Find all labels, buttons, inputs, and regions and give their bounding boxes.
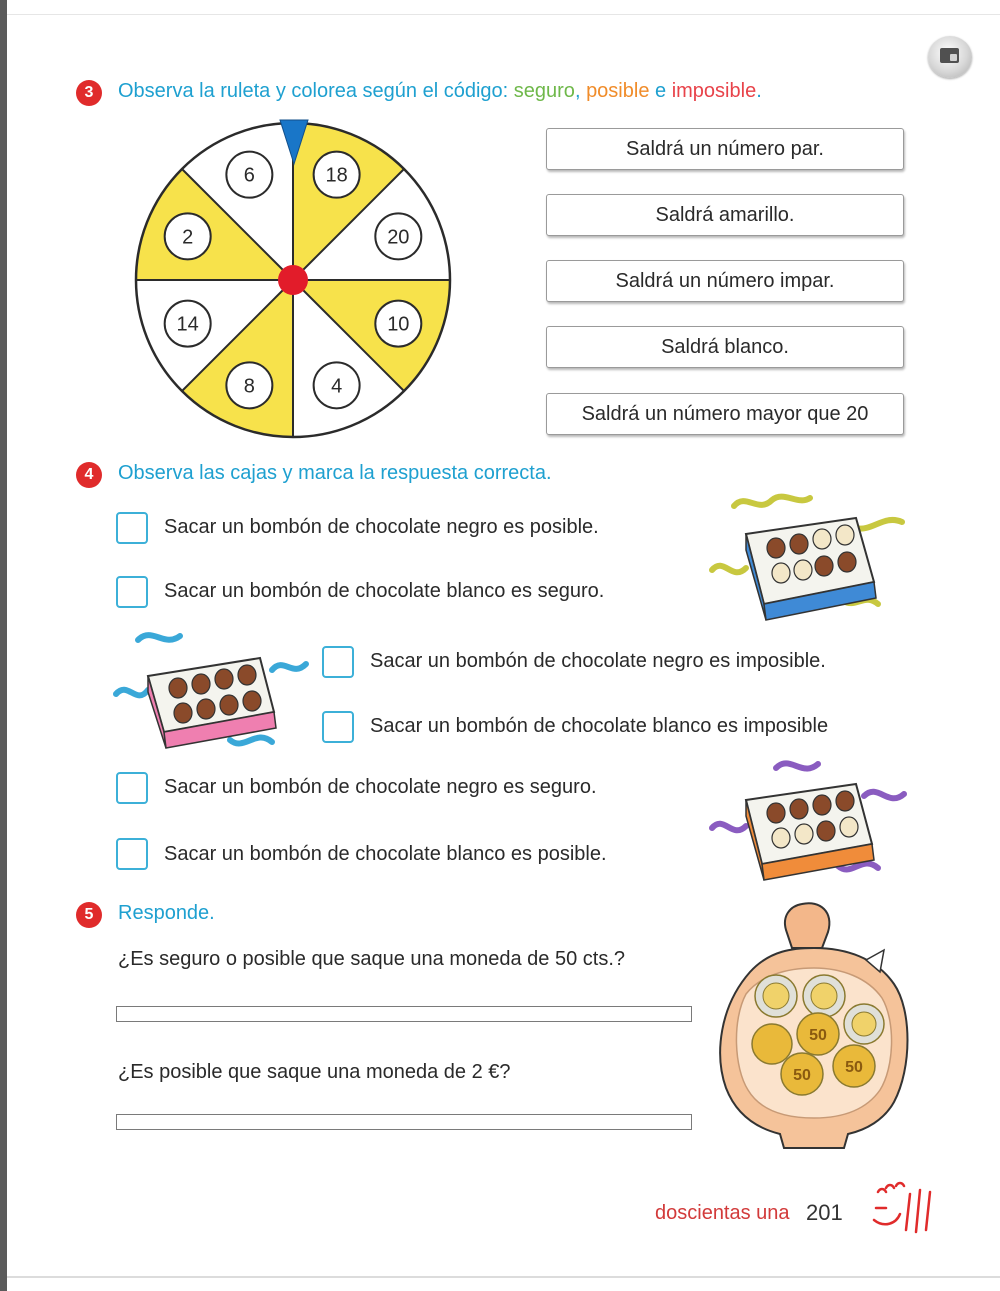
option-1-label: Sacar un bombón de chocolate negro es posible. xyxy=(164,516,599,538)
bottom-divider xyxy=(7,1276,1000,1278)
page-number: 201 xyxy=(806,1200,843,1225)
question-1: ¿Es seguro o posible que saque una moneda de 50 cts.? xyxy=(118,948,626,970)
exercise-3-heading xyxy=(118,80,762,103)
statement-box-4[interactable]: Saldrá blanco. xyxy=(546,326,904,368)
statement-box-2[interactable]: Saldrá amarillo. xyxy=(546,194,904,236)
code-posible: posible xyxy=(586,80,650,102)
code-conjunction: e xyxy=(649,80,672,102)
code-comma: , xyxy=(574,80,581,102)
exercise-3-instruction: Observa la ruleta y colorea según el código: xyxy=(118,80,514,102)
exercise-4-badge: 4 xyxy=(76,462,102,488)
exercise-3-badge: 3 xyxy=(76,80,102,106)
option-6-checkbox[interactable] xyxy=(116,838,148,870)
coin-label-3: 50 xyxy=(845,1059,863,1076)
statement-box-3[interactable]: Saldrá un número impar. xyxy=(546,260,904,302)
option-6-label: Sacar un bombón de chocolate blanco es posible. xyxy=(164,843,607,865)
statement-box-5[interactable]: Saldrá un número mayor que 20 xyxy=(546,393,904,435)
page-number-words: doscientas una xyxy=(655,1202,790,1224)
roulette-number-8: 8 xyxy=(243,375,255,398)
roulette-number-6: 6 xyxy=(243,164,255,187)
option-5-label: Sacar un bombón de chocolate negro es seguro. xyxy=(164,776,597,798)
code-period: . xyxy=(756,80,762,102)
chocolate-box-mixed-illustration xyxy=(706,492,912,624)
roulette-number-18: 18 xyxy=(325,164,348,187)
question-2: ¿Es posible que saque una moneda de 2 €? xyxy=(118,1061,511,1083)
exercise-4-heading: Observa las cajas y marca la respuesta correcta. xyxy=(118,462,552,484)
option-5-checkbox[interactable] xyxy=(116,772,148,804)
option-4-checkbox[interactable] xyxy=(322,711,354,743)
answer-field-2[interactable] xyxy=(116,1114,692,1130)
coin-label-2: 50 xyxy=(793,1067,811,1084)
page-left-border xyxy=(0,0,7,1291)
chocolate-box-dark-illustration xyxy=(112,628,312,754)
chocolate-box-purple-illustration xyxy=(706,756,912,886)
roulette-number-14: 14 xyxy=(176,313,199,336)
exercise-5-badge: 5 xyxy=(76,902,102,928)
top-divider xyxy=(7,14,1000,15)
statement-box-1[interactable]: Saldrá un número par. xyxy=(546,128,904,170)
coin-label-1: 50 xyxy=(809,1027,827,1044)
roulette-center-hub xyxy=(278,265,308,295)
roulette-number-2: 2 xyxy=(182,226,194,249)
roulette-number-10: 10 xyxy=(387,313,410,336)
option-3-label: Sacar un bombón de chocolate negro es imposible. xyxy=(370,650,826,672)
code-seguro: seguro xyxy=(513,80,575,102)
piggy-bank-jar-illustration xyxy=(716,898,912,1150)
option-1-checkbox[interactable] xyxy=(116,512,148,544)
exercise-5-heading: Responde. xyxy=(118,902,215,924)
roulette-number-4: 4 xyxy=(331,375,343,398)
answer-field-1[interactable] xyxy=(116,1006,692,1022)
option-2-label: Sacar un bombón de chocolate blanco es seguro. xyxy=(164,580,605,602)
code-imposible: imposible xyxy=(671,80,757,102)
roulette-wheel xyxy=(130,118,460,440)
option-3-checkbox[interactable] xyxy=(322,646,354,678)
smiley-doodle-icon xyxy=(870,1180,936,1236)
fullscreen-toggle-icon[interactable] xyxy=(928,36,972,78)
roulette-number-20: 20 xyxy=(387,226,410,249)
option-4-label: Sacar un bombón de chocolate blanco es imposible xyxy=(370,715,829,737)
option-2-checkbox[interactable] xyxy=(116,576,148,608)
